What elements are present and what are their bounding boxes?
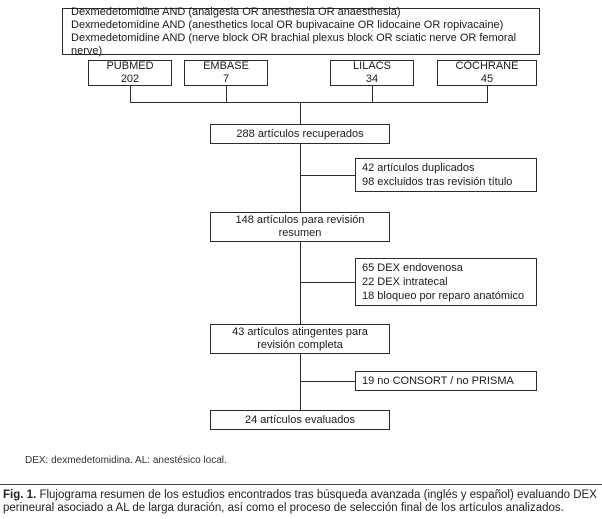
- connector-branch-exclusion1: [300, 175, 355, 176]
- full-review-box: [210, 324, 390, 354]
- search-terms-box: [62, 5, 540, 57]
- connector-full-evaluated: [300, 354, 301, 410]
- connector-bus-horizontal: [130, 102, 488, 103]
- figure-caption: [3, 489, 600, 515]
- database-box-pubmed: [88, 60, 172, 86]
- exclusion-line: 19 no CONSORT / no PRISMA: [362, 375, 514, 387]
- database-name: EMBASE: [203, 60, 249, 72]
- full-review-text: 43 artículos atingentes para revisión completa: [232, 326, 368, 351]
- connector-bus-drop: [300, 102, 301, 124]
- database-box-lilacs: [330, 60, 414, 86]
- caption-divider: [0, 484, 602, 485]
- connector-branch-exclusion3: [300, 381, 355, 382]
- consort-excluded-box: [355, 371, 537, 391]
- exclusion-line: 22 DEX intratecal: [362, 276, 448, 288]
- retrieved-text: 288 artículos recuperados: [236, 127, 364, 140]
- search-query-line: Dexmedetomidine AND (anesthetics local OR bupivacaine OR lidocaine OR ropivacaine): [71, 18, 504, 31]
- evaluated-box: [210, 410, 390, 430]
- connector-db-cochrane: [487, 86, 488, 103]
- database-box-cochrane: [437, 60, 537, 86]
- database-count: 202: [120, 73, 140, 85]
- abstract-review-box: [210, 212, 390, 242]
- dex-route-excluded-box: [355, 258, 537, 306]
- connector-abstract-full: [300, 242, 301, 324]
- retrieved-box: [210, 124, 390, 144]
- database-box-embase: [184, 60, 268, 86]
- exclusion-line: 18 bloqueo por reparo anatómico: [362, 290, 525, 302]
- connector-retrieved-abstract: [300, 144, 301, 212]
- exclusion-line: 65 DEX endovenosa: [362, 262, 463, 274]
- connector-db-pubmed: [130, 86, 131, 103]
- database-count: 34: [365, 73, 379, 85]
- connector-branch-exclusion2: [300, 282, 355, 283]
- database-name: LILACS: [353, 60, 391, 72]
- evaluated-text: 24 artículos evaluados: [244, 413, 356, 426]
- database-count: 7: [222, 73, 230, 85]
- figure-caption-label: Fig. 1.: [3, 489, 37, 501]
- database-name: PUBMED: [106, 60, 154, 72]
- exclusion-line: 42 artículos duplicados: [362, 162, 475, 174]
- database-count: 45: [480, 73, 494, 85]
- database-name: COCHRANE: [455, 60, 519, 72]
- connector-db-lilacs: [372, 86, 373, 103]
- exclusion-line: 98 excluidos tras revisión título: [362, 176, 513, 188]
- abbreviations-footnote: DEX: dexmedetomidina. AL: anestésico local.: [25, 455, 227, 466]
- duplicates-excluded-box: [355, 158, 537, 192]
- connector-db-embase: [226, 86, 227, 103]
- abstract-review-text: 148 artículos para revisión resumen: [235, 214, 365, 239]
- search-query-line: Dexmedetomidine AND (nerve block OR brachial plexus block OR sciatic nerve OR femoral nerve): [71, 31, 517, 57]
- search-query-line: Dexmedetomidine AND (analgesia OR anesthesia OR anaesthesia): [71, 5, 401, 18]
- figure-caption-text: Flujograma resumen de los estudios encontrados tras búsqueda avanzada (inglés y español) evaluando DEX perineural asociado a AL de larga duración, así como el proceso de selección final de los artículos analizados.: [3, 489, 597, 514]
